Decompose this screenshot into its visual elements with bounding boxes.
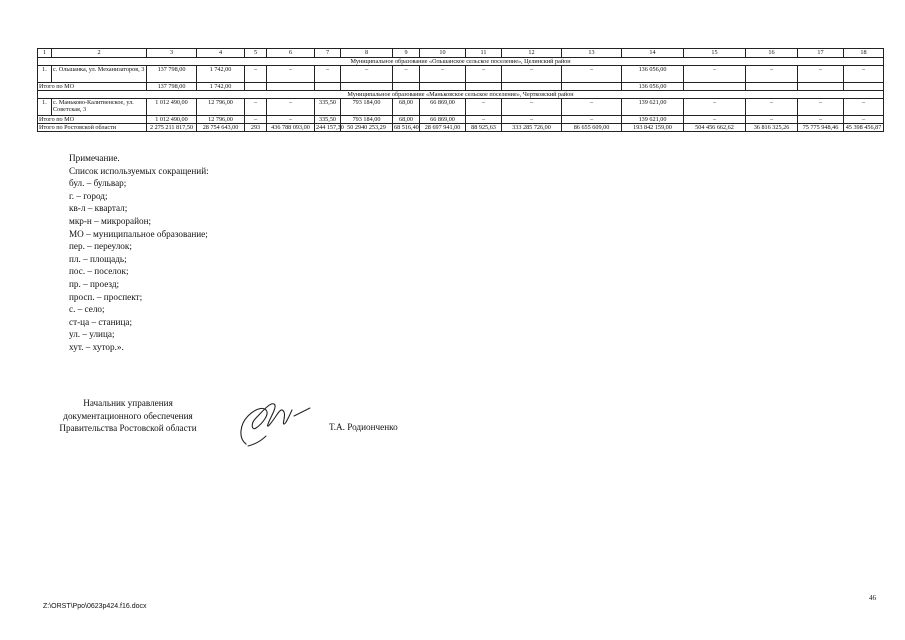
table-cell	[341, 83, 393, 91]
table-cell: 86 655 609,00	[562, 124, 622, 132]
section-title-row	[38, 58, 884, 66]
header-cell: 10	[420, 49, 466, 58]
abbreviation-item: пер. – переулок;	[69, 241, 132, 252]
table-cell: 50 2940 253,29	[341, 124, 393, 132]
table-cell: 66 869,00	[420, 99, 466, 116]
table-cell: –	[502, 66, 562, 83]
table-cell: 1 012 490,00	[147, 116, 197, 124]
table-cell	[393, 83, 420, 91]
abbreviation-item: с. – село;	[69, 304, 105, 315]
signatory-position	[43, 397, 213, 435]
table-row	[38, 99, 884, 116]
abbreviation-item: ст-ца – станица;	[69, 316, 132, 327]
table-cell	[502, 83, 562, 91]
table-cell	[684, 83, 746, 91]
table-cell	[245, 83, 267, 91]
header-cell: 4	[197, 49, 245, 58]
table-cell: –	[420, 66, 466, 83]
table-cell: 293	[245, 124, 267, 132]
table-cell: –	[746, 66, 798, 83]
header-cell: 8	[341, 49, 393, 58]
note-title: Примечание.	[69, 153, 120, 163]
header-cell: 6	[267, 49, 315, 58]
header-cell: 12	[502, 49, 562, 58]
table-cell	[798, 83, 844, 91]
table-cell: 1.	[38, 66, 52, 83]
table-cell	[420, 83, 466, 91]
header-cell: 7	[315, 49, 341, 58]
abbreviation-item: мкр-н – микрорайон;	[69, 215, 152, 226]
section-title-row	[38, 91, 884, 99]
abbreviation-item: пр. – проезд;	[69, 278, 120, 289]
table-cell: –	[844, 116, 884, 124]
abbreviation-item: пос. – поселок;	[69, 266, 129, 277]
table-cell: 793 184,00	[341, 99, 393, 116]
table-cell: 136 056,00	[622, 83, 684, 91]
table-cell: 28 754 643,00	[197, 124, 245, 132]
table-cell: 335,50	[315, 99, 341, 116]
table-cell: 66 869,00	[420, 116, 466, 124]
table-cell: 1.	[38, 99, 52, 116]
table-cell: –	[341, 66, 393, 83]
section-title: Муниципальное образование «Маньковское сельское поселение», Чертковский район	[38, 91, 884, 99]
header-cell: 18	[844, 49, 884, 58]
table-cell: 88 925,63	[466, 124, 502, 132]
table-cell: –	[315, 66, 341, 83]
table-cell: 1 012 490,00	[147, 99, 197, 116]
table-cell: –	[684, 99, 746, 116]
table-cell: –	[562, 116, 622, 124]
handwritten-signature	[232, 394, 317, 450]
abbreviation-item: ул. – улица;	[69, 329, 115, 340]
abbreviations-note	[69, 152, 209, 354]
abbreviation-item: хут. – хутор.».	[69, 341, 124, 352]
header-cell: 5	[245, 49, 267, 58]
table-cell: –	[466, 116, 502, 124]
table-cell: 244 157,30	[316, 124, 344, 131]
total-label: Итого по Ростовской области	[38, 124, 147, 132]
table-cell: –	[267, 66, 315, 83]
header-cell: 16	[746, 49, 798, 58]
table-cell: 28 697 941,00	[420, 124, 466, 132]
section-title: Муниципальное образование «Ольшанское сельское поселение», Целинский район	[38, 58, 884, 66]
subtotal-label: Итого по МО	[38, 83, 147, 91]
table-cell: –	[746, 116, 798, 124]
table-cell: 2 275 211 817,50	[147, 124, 197, 132]
header-cell: 15	[684, 49, 746, 58]
buildings-table	[37, 48, 884, 132]
table-cell: –	[502, 99, 562, 116]
table-cell	[746, 83, 798, 91]
table-cell: 45 398 456,87	[844, 124, 884, 132]
table-cell: 75 775 948,46	[798, 124, 844, 132]
signatory-name: Т.А. Родионченко	[329, 422, 398, 432]
header-cell: 11	[466, 49, 502, 58]
abbreviation-item: бул. – бульвар;	[69, 178, 127, 189]
table-cell: 137 798,00	[147, 66, 197, 83]
table-cell: –	[844, 66, 884, 83]
table-cell: –	[267, 99, 315, 116]
table-cell: 139 621,00	[622, 99, 684, 116]
table-cell: 793 184,00	[341, 116, 393, 124]
header-cell: 17	[798, 49, 844, 58]
table-cell: 504 456 662,62	[684, 124, 746, 132]
table-cell	[844, 83, 884, 91]
table-cell: –	[245, 116, 267, 124]
table-cell: 335,50	[315, 116, 341, 124]
header-cell: 3	[147, 49, 197, 58]
header-cell: 14	[622, 49, 684, 58]
note-subtitle: Список используемых сокращений:	[69, 165, 209, 176]
table-cell: –	[798, 116, 844, 124]
page-number: 46	[869, 594, 876, 602]
table-cell: 68,00	[393, 116, 420, 124]
table-cell: 136 056,00	[622, 66, 684, 83]
file-path: Z:\ORST\Ppo\0623p424.f16.docx	[43, 603, 147, 610]
table-cell: 68 516,40	[394, 124, 419, 131]
subtotal-row	[38, 83, 884, 91]
table-cell	[315, 83, 341, 91]
table-cell: –	[466, 66, 502, 83]
table-cell: 436 788 093,00	[267, 124, 315, 132]
table-cell: 12 796,00	[197, 116, 245, 124]
position-line: Начальник управления	[83, 398, 173, 408]
table-cell: –	[684, 116, 746, 124]
table-header-row	[38, 49, 884, 58]
abbreviation-item: кв-л – квартал;	[69, 203, 128, 214]
address-cell: с. Ольшанка, ул. Механизаторов, 3	[52, 66, 147, 83]
header-cell: 9	[393, 49, 420, 58]
abbreviation-item: пл. – площадь;	[69, 253, 127, 264]
table-cell	[267, 83, 315, 91]
table-cell: 193 842 159,00	[622, 124, 684, 132]
header-cell: 1	[38, 49, 52, 58]
position-line: документационного обеспечения	[63, 410, 193, 421]
table-cell: 139 621,00	[622, 116, 684, 124]
position-line: Правительства Ростовской области	[59, 423, 197, 434]
table-cell: 1 742,00	[197, 66, 245, 83]
table-cell: 333 285 726,00	[502, 124, 562, 132]
table-cell: –	[245, 99, 267, 116]
table-cell	[466, 83, 502, 91]
table-cell: –	[466, 99, 502, 116]
table-row	[38, 66, 884, 83]
header-cell: 13	[562, 49, 622, 58]
abbreviation-item: МО – муниципальное образование;	[69, 228, 208, 239]
table-cell: 12 796,00	[197, 99, 245, 116]
table-cell: –	[562, 99, 622, 116]
total-row	[38, 124, 884, 132]
subtotal-row	[38, 116, 884, 124]
subtotal-label: Итого по МО	[38, 116, 147, 124]
abbreviation-item: г. – город;	[69, 190, 108, 201]
table-cell: –	[798, 66, 844, 83]
table-cell: –	[844, 99, 884, 116]
table-cell: –	[393, 66, 420, 83]
table-cell: 1 742,00	[197, 83, 245, 91]
address-cell: с. Маньково-Калитвенское, ул. Советская, 3	[52, 99, 147, 116]
table-cell: –	[245, 66, 267, 83]
table-cell: –	[267, 116, 315, 124]
table-cell	[562, 83, 622, 91]
table-cell: –	[562, 66, 622, 83]
table-cell: –	[746, 99, 798, 116]
table-cell: 137 798,00	[147, 83, 197, 91]
table-cell: 36 816 325,26	[746, 124, 798, 132]
table-cell: 68,00	[393, 99, 420, 116]
table-cell: –	[684, 66, 746, 83]
abbreviation-item: просп. – проспект;	[69, 291, 143, 302]
table-cell: –	[798, 99, 844, 116]
table-cell: –	[502, 116, 562, 124]
header-cell: 2	[52, 49, 147, 58]
